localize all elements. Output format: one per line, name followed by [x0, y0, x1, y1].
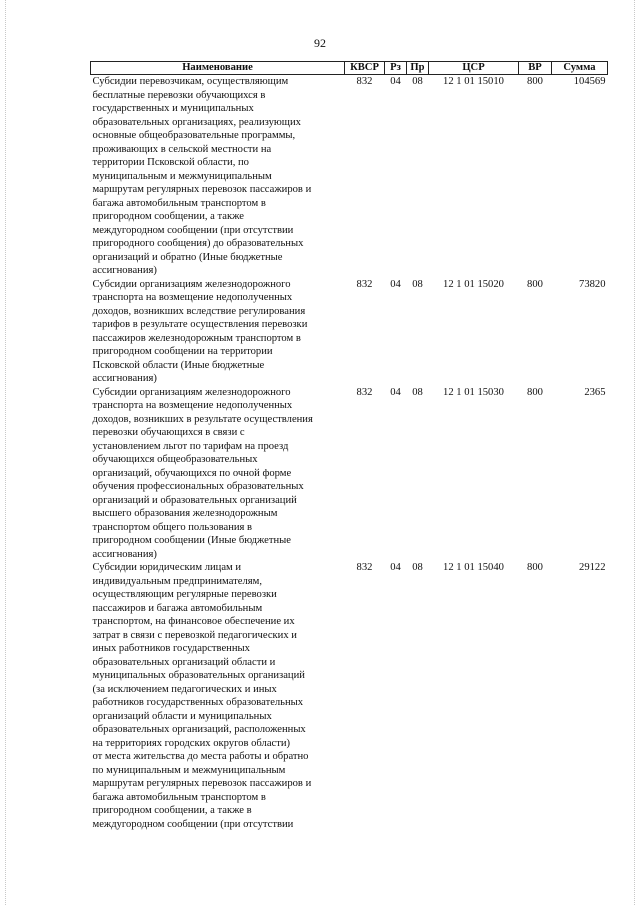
row-name-line: пригородном сообщении (Иные бюджетные [92, 535, 291, 546]
row-name-line: транспортом, на финансовое обеспечение их [92, 616, 295, 627]
row-sum: 104569 [573, 76, 606, 87]
scan-edge-left [5, 0, 6, 905]
row-name-line: муниципальным и межмуниципальным [92, 170, 272, 182]
row-name [91, 278, 345, 386]
row-kvsr: 832 [356, 562, 373, 573]
row-name-line: маршрутам регулярных перевозок пассажиров и [92, 778, 312, 789]
row-name-line: организаций и обратно (Иные бюджетные [92, 251, 283, 263]
row-name-line: Субсидии организациям железнодорожного [92, 278, 291, 290]
row-name-line: (за исключением педагогических и иных [92, 683, 277, 695]
row-sum: 73820 [579, 278, 606, 290]
row-name [91, 75, 345, 278]
row-name-line: междугородном сообщении (при отсутствии [92, 224, 294, 236]
row-name-line: доходов, возникших в результате осуществления [92, 413, 313, 425]
table-row [91, 278, 608, 386]
row-name-line: от места жительства до места работы и обратно [92, 751, 309, 762]
row-name-line: затрат в связи с перевозкой педагогических и [92, 629, 297, 641]
row-name-line: территории Псковской области, по [92, 157, 249, 168]
row-rz: 04 [390, 386, 401, 398]
row-vr: 800 [527, 386, 543, 398]
row-vr: 800 [527, 562, 543, 573]
row-name-line: доходов, возникших вследствие регулирования [92, 305, 306, 317]
row-name-line: по муниципальным и межмуниципальным [92, 764, 286, 776]
row-csr: 12 1 01 15020 [443, 278, 504, 290]
row-name-line: маршрутам регулярных перевозок пассажиров и [92, 184, 312, 195]
row-name-line: государственных и муниципальных [92, 103, 254, 114]
row-pr: 08 [412, 76, 423, 87]
row-kvsr: 832 [356, 278, 373, 290]
header-sum: Сумма [552, 62, 608, 75]
row-name-line: организаций области и муниципальных [92, 710, 272, 722]
row-name-line: муниципальных образовательных организаций [92, 670, 305, 681]
row-name-line: образовательных организаций, расположенных [92, 724, 306, 735]
row-pr: 08 [412, 386, 423, 398]
table-body [91, 75, 608, 832]
row-name [91, 561, 345, 831]
row-name-line: транспортом общего пользования в [92, 521, 253, 533]
page-number: 92 [314, 36, 326, 50]
table-row [91, 561, 608, 831]
header-kvsr: КВСР [345, 62, 385, 75]
row-name-line: багажа автомобильным транспортом в [92, 791, 266, 803]
row-name-line: ассигнования) [92, 548, 157, 560]
table-header-row [91, 62, 608, 75]
row-name-line: организаций и образовательных организаций [92, 494, 297, 506]
scan-edge-right [634, 0, 635, 905]
row-name-line: осуществляющим регулярные перевозки [92, 589, 277, 600]
row-sum: 29122 [579, 562, 606, 573]
row-name-line: индивидуальным предпринимателям, [92, 575, 262, 587]
row-name-line: транспорта на возмещение недополученных [92, 292, 293, 303]
header-rz: Рз [385, 62, 407, 75]
row-name-line: работников государственных образовательных [92, 697, 304, 708]
row-vr: 800 [527, 76, 543, 87]
row-name-line: Субсидии перевозчикам, осуществляющим [92, 76, 289, 87]
row-pr: 08 [412, 278, 423, 290]
header-csr: ЦСР [429, 62, 519, 75]
row-pr: 08 [412, 562, 423, 573]
budget-table [90, 61, 608, 831]
row-name-line: тарифов в результате осуществления перевозки [92, 319, 308, 330]
row-name-line: пригородном сообщении, а также [92, 211, 244, 222]
row-name-line: багажа автомобильным транспортом в [92, 197, 266, 209]
table-row [91, 75, 608, 278]
row-name-line: пригородном сообщении, а также в [92, 805, 252, 816]
row-name-line: на территориях городских округов области) [92, 737, 291, 749]
row-name-line: ассигнования) [92, 373, 157, 384]
row-name-line: Псковской области (Иные бюджетные [92, 359, 265, 371]
header-pr: Пр [407, 62, 429, 75]
row-name-line: образовательных организаций области и [92, 656, 276, 668]
row-name-line: обучающихся общеобразовательных [92, 454, 258, 465]
row-kvsr: 832 [356, 76, 373, 87]
row-rz: 04 [390, 562, 401, 573]
row-name-line: Субсидии юридическим лицам и [92, 562, 242, 573]
row-rz: 04 [390, 76, 401, 87]
row-kvsr: 832 [356, 386, 373, 398]
row-csr: 12 1 01 15040 [443, 562, 504, 573]
row-name-line: пассажиров и багажа автомобильным [92, 602, 263, 614]
header-name: Наименование [91, 62, 345, 75]
row-name-line: пригородном сообщении на территории [92, 346, 273, 357]
row-name-line: пассажиров железнодорожным транспортом в [92, 332, 301, 344]
row-name-line: Субсидии организациям железнодорожного [92, 386, 291, 398]
row-csr: 12 1 01 15030 [443, 386, 504, 398]
row-name-line: организаций, обучающихся по очной форме [92, 467, 292, 479]
header-vr: ВР [519, 62, 552, 75]
row-sum: 2365 [584, 386, 606, 398]
row-name-line: перевозки обучающихся в связи с [92, 427, 245, 438]
row-rz: 04 [390, 278, 401, 290]
row-csr: 12 1 01 15010 [443, 76, 504, 87]
row-name-line: ассигнования) [92, 265, 157, 276]
row-name [91, 386, 345, 562]
row-name-line: бесплатные перевозки обучающихся в [92, 89, 266, 101]
row-name-line: установлением льгот по тарифам на проезд [92, 440, 289, 452]
row-name-line: высшего образования железнодорожным [92, 508, 278, 519]
row-name-line: обучения профессиональных образовательных [92, 481, 304, 492]
row-name-line: междугородном сообщении (при отсутствии [92, 818, 294, 830]
row-name-line: проживающих в сельской местности на [92, 143, 272, 155]
row-name-line: основные общеобразовательные программы, [92, 130, 296, 141]
row-name-line: транспорта на возмещение недополученных [92, 400, 293, 411]
row-vr: 800 [527, 278, 543, 290]
table-row [91, 386, 608, 562]
row-name-line: иных работников государственных [92, 643, 250, 654]
row-name-line: образовательных организациях, реализующих [92, 116, 301, 128]
row-name-line: пригородного сообщения) до образовательных [92, 238, 304, 249]
